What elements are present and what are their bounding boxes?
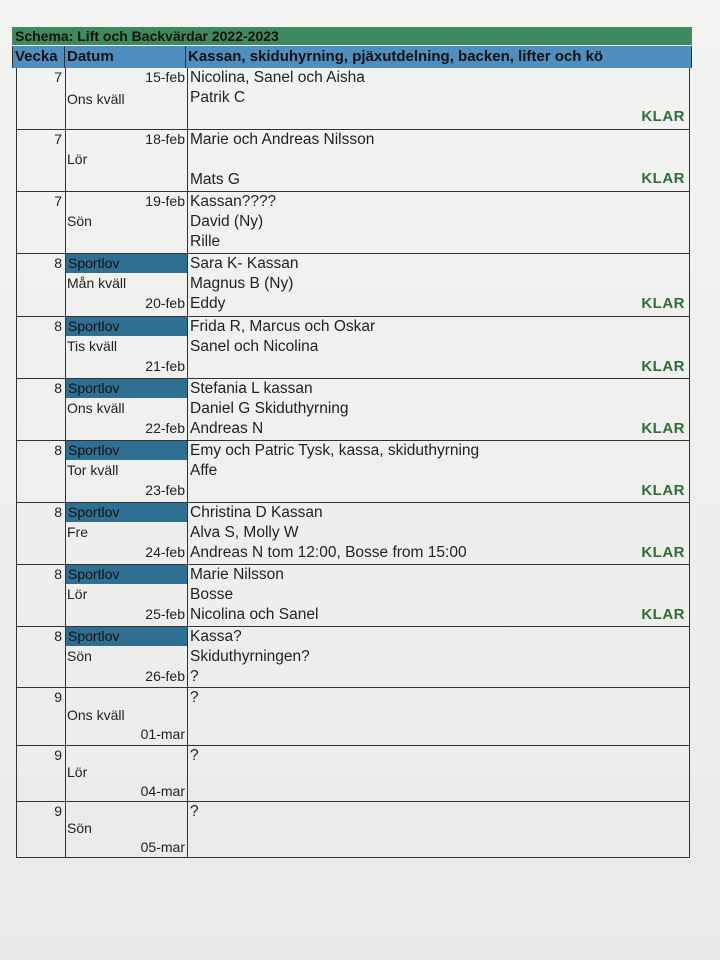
assignment-cell [190, 565, 689, 625]
date-cell [66, 688, 188, 745]
assignment-line: Marie och Andreas Nilsson [190, 131, 375, 148]
assignment-line: Andreas N tom 12:00, Bosse from 15:00 [190, 544, 467, 561]
assignment-line: Rille [190, 233, 221, 250]
assignment-line: Christina D Kassan [190, 504, 323, 521]
sportlov-badge: Sportlov [66, 503, 187, 522]
week-cell [17, 565, 66, 626]
assignment-line [190, 150, 689, 170]
table-row [16, 254, 690, 317]
table-row [16, 68, 690, 130]
week-cell [17, 503, 66, 564]
sportlov-badge: Sportlov [66, 317, 187, 336]
klar-status: KLAR [641, 482, 685, 499]
date-cell [66, 254, 188, 316]
assignment-line: Patrik C [190, 89, 246, 106]
date-cell [66, 503, 188, 564]
date-cell [66, 746, 188, 801]
assignment-cell [190, 379, 689, 439]
week-cell [17, 130, 66, 191]
assignment-line: ? [190, 747, 199, 764]
date-cell [66, 68, 188, 129]
date-label: 26-feb [145, 668, 185, 684]
date-label: 15-feb [145, 69, 185, 85]
day-label: Fre [67, 524, 88, 540]
day-label: Lör [67, 764, 88, 780]
sportlov-badge: Sportlov [66, 627, 187, 646]
table-row [16, 441, 690, 503]
week-number: 9 [54, 747, 62, 763]
assignment-line: Marie Nilsson [190, 566, 284, 583]
week-cell [17, 688, 66, 745]
assignment-cell [190, 192, 689, 252]
assignment-line: Sanel och Nicolina [190, 338, 319, 355]
table-row [16, 746, 690, 802]
assignment-line: Sara K- Kassan [190, 255, 299, 272]
date-label: 20-feb [145, 295, 185, 311]
week-cell [17, 746, 66, 801]
header-assignments: Kassan, skiduhyrning, pjäxutdelning, backen, lifter och kö [186, 46, 692, 68]
date-cell [66, 192, 188, 253]
date-label: 21-feb [145, 358, 185, 374]
klar-status: KLAR [641, 295, 685, 312]
day-label: Tor kväll [67, 462, 119, 478]
assignment-line: Daniel G Skiduthyrning [190, 400, 349, 417]
klar-status: KLAR [641, 108, 685, 125]
assignment-cell [190, 441, 689, 481]
table-row [16, 688, 690, 746]
date-label: 18-feb [145, 131, 185, 147]
header-datum: Datum [65, 46, 186, 68]
assignment-cell [190, 254, 689, 314]
assignment-line: Frida R, Marcus och Oskar [190, 318, 376, 335]
week-number: 8 [54, 318, 62, 334]
assignment-line: Mats G [190, 171, 240, 188]
table-row [16, 503, 690, 565]
assignment-line: Bosse [190, 586, 234, 603]
assignment-line: ? [190, 689, 199, 706]
assignment-line: Magnus B (Ny) [190, 275, 294, 292]
date-cell [66, 379, 188, 440]
assignment-line: Kassan???? [190, 193, 277, 210]
assignment-cell [190, 746, 689, 766]
schedule-title: Schema: Lift och Backvärdar 2022-2023 [12, 27, 692, 45]
assignment-line: Alva S, Molly W [190, 524, 299, 541]
assignment-line: Kassa? [190, 628, 242, 645]
date-label: 01-mar [140, 726, 185, 742]
week-number: 9 [54, 803, 62, 819]
assignment-line: David (Ny) [190, 213, 264, 230]
assignment-cell [190, 802, 689, 822]
day-label: Sön [67, 820, 92, 836]
week-number: 8 [54, 380, 62, 396]
date-cell [66, 441, 188, 502]
day-label: Ons kväll [67, 707, 125, 723]
week-number: 7 [54, 131, 62, 147]
day-label: Ons kväll [67, 400, 125, 416]
date-label: 24-feb [145, 544, 185, 560]
day-label: Lör [67, 151, 88, 167]
klar-status: KLAR [641, 606, 685, 623]
week-cell [17, 441, 66, 502]
week-number: 8 [54, 255, 62, 271]
assignment-line: Nicolina och Sanel [190, 606, 319, 623]
day-label: Sön [67, 648, 92, 664]
date-cell [66, 130, 188, 191]
assignment-cell [190, 130, 689, 190]
date-label: 25-feb [145, 606, 185, 622]
date-cell [66, 565, 188, 626]
week-number: 8 [54, 442, 62, 458]
assignment-line: Eddy [190, 295, 226, 312]
week-cell [17, 627, 66, 687]
table-row [16, 565, 690, 627]
week-number: 8 [54, 566, 62, 582]
day-label: Ons kväll [67, 91, 125, 107]
week-number: 7 [54, 193, 62, 209]
klar-status: KLAR [641, 170, 685, 187]
week-cell [17, 192, 66, 253]
assignment-cell [190, 317, 689, 357]
day-label: Mån kväll [67, 275, 127, 291]
sportlov-badge: Sportlov [66, 254, 187, 273]
table-row [16, 317, 690, 379]
table-row [16, 192, 690, 254]
assignment-cell [190, 68, 689, 108]
assignment-cell [190, 688, 689, 708]
assignment-line: ? [190, 668, 199, 685]
table-row [16, 130, 690, 192]
date-label: 04-mar [140, 783, 185, 799]
date-cell [66, 317, 188, 378]
week-cell [17, 254, 66, 316]
week-cell [17, 379, 66, 440]
header-vecka: Vecka [12, 46, 65, 68]
table-row [16, 379, 690, 441]
week-number: 8 [54, 628, 62, 644]
week-number: 8 [54, 504, 62, 520]
sportlov-badge: Sportlov [66, 379, 187, 398]
sportlov-badge: Sportlov [66, 441, 187, 460]
day-label: Sön [67, 213, 92, 229]
assignment-line: Nicolina, Sanel och Aisha [190, 69, 365, 86]
klar-status: KLAR [641, 420, 685, 437]
assignment-line: ? [190, 803, 199, 820]
assignment-cell [190, 627, 689, 687]
klar-status: KLAR [641, 544, 685, 561]
day-label: Lör [67, 586, 88, 602]
sportlov-badge: Sportlov [66, 565, 187, 584]
week-number: 9 [54, 689, 62, 705]
date-label: 22-feb [145, 420, 185, 436]
assignment-line: Emy och Patric Tysk, kassa, skiduthyrning [190, 442, 480, 459]
date-cell [66, 802, 188, 857]
table-row [16, 802, 690, 858]
date-label: 19-feb [145, 193, 185, 209]
assignment-line: Skiduthyrningen? [190, 648, 310, 665]
week-cell [17, 68, 66, 129]
day-label: Tis kväll [67, 338, 118, 354]
date-label: 05-mar [140, 839, 185, 855]
klar-status: KLAR [641, 358, 685, 375]
assignment-line: Stefania L kassan [190, 380, 313, 397]
assignment-cell [190, 503, 689, 563]
date-label: 23-feb [145, 482, 185, 498]
table-row [16, 627, 690, 688]
assignment-line: Affe [190, 462, 218, 479]
assignment-line: Andreas N [190, 420, 264, 437]
week-cell [17, 317, 66, 378]
date-cell [66, 627, 188, 687]
week-number: 7 [54, 69, 62, 85]
week-cell [17, 802, 66, 857]
